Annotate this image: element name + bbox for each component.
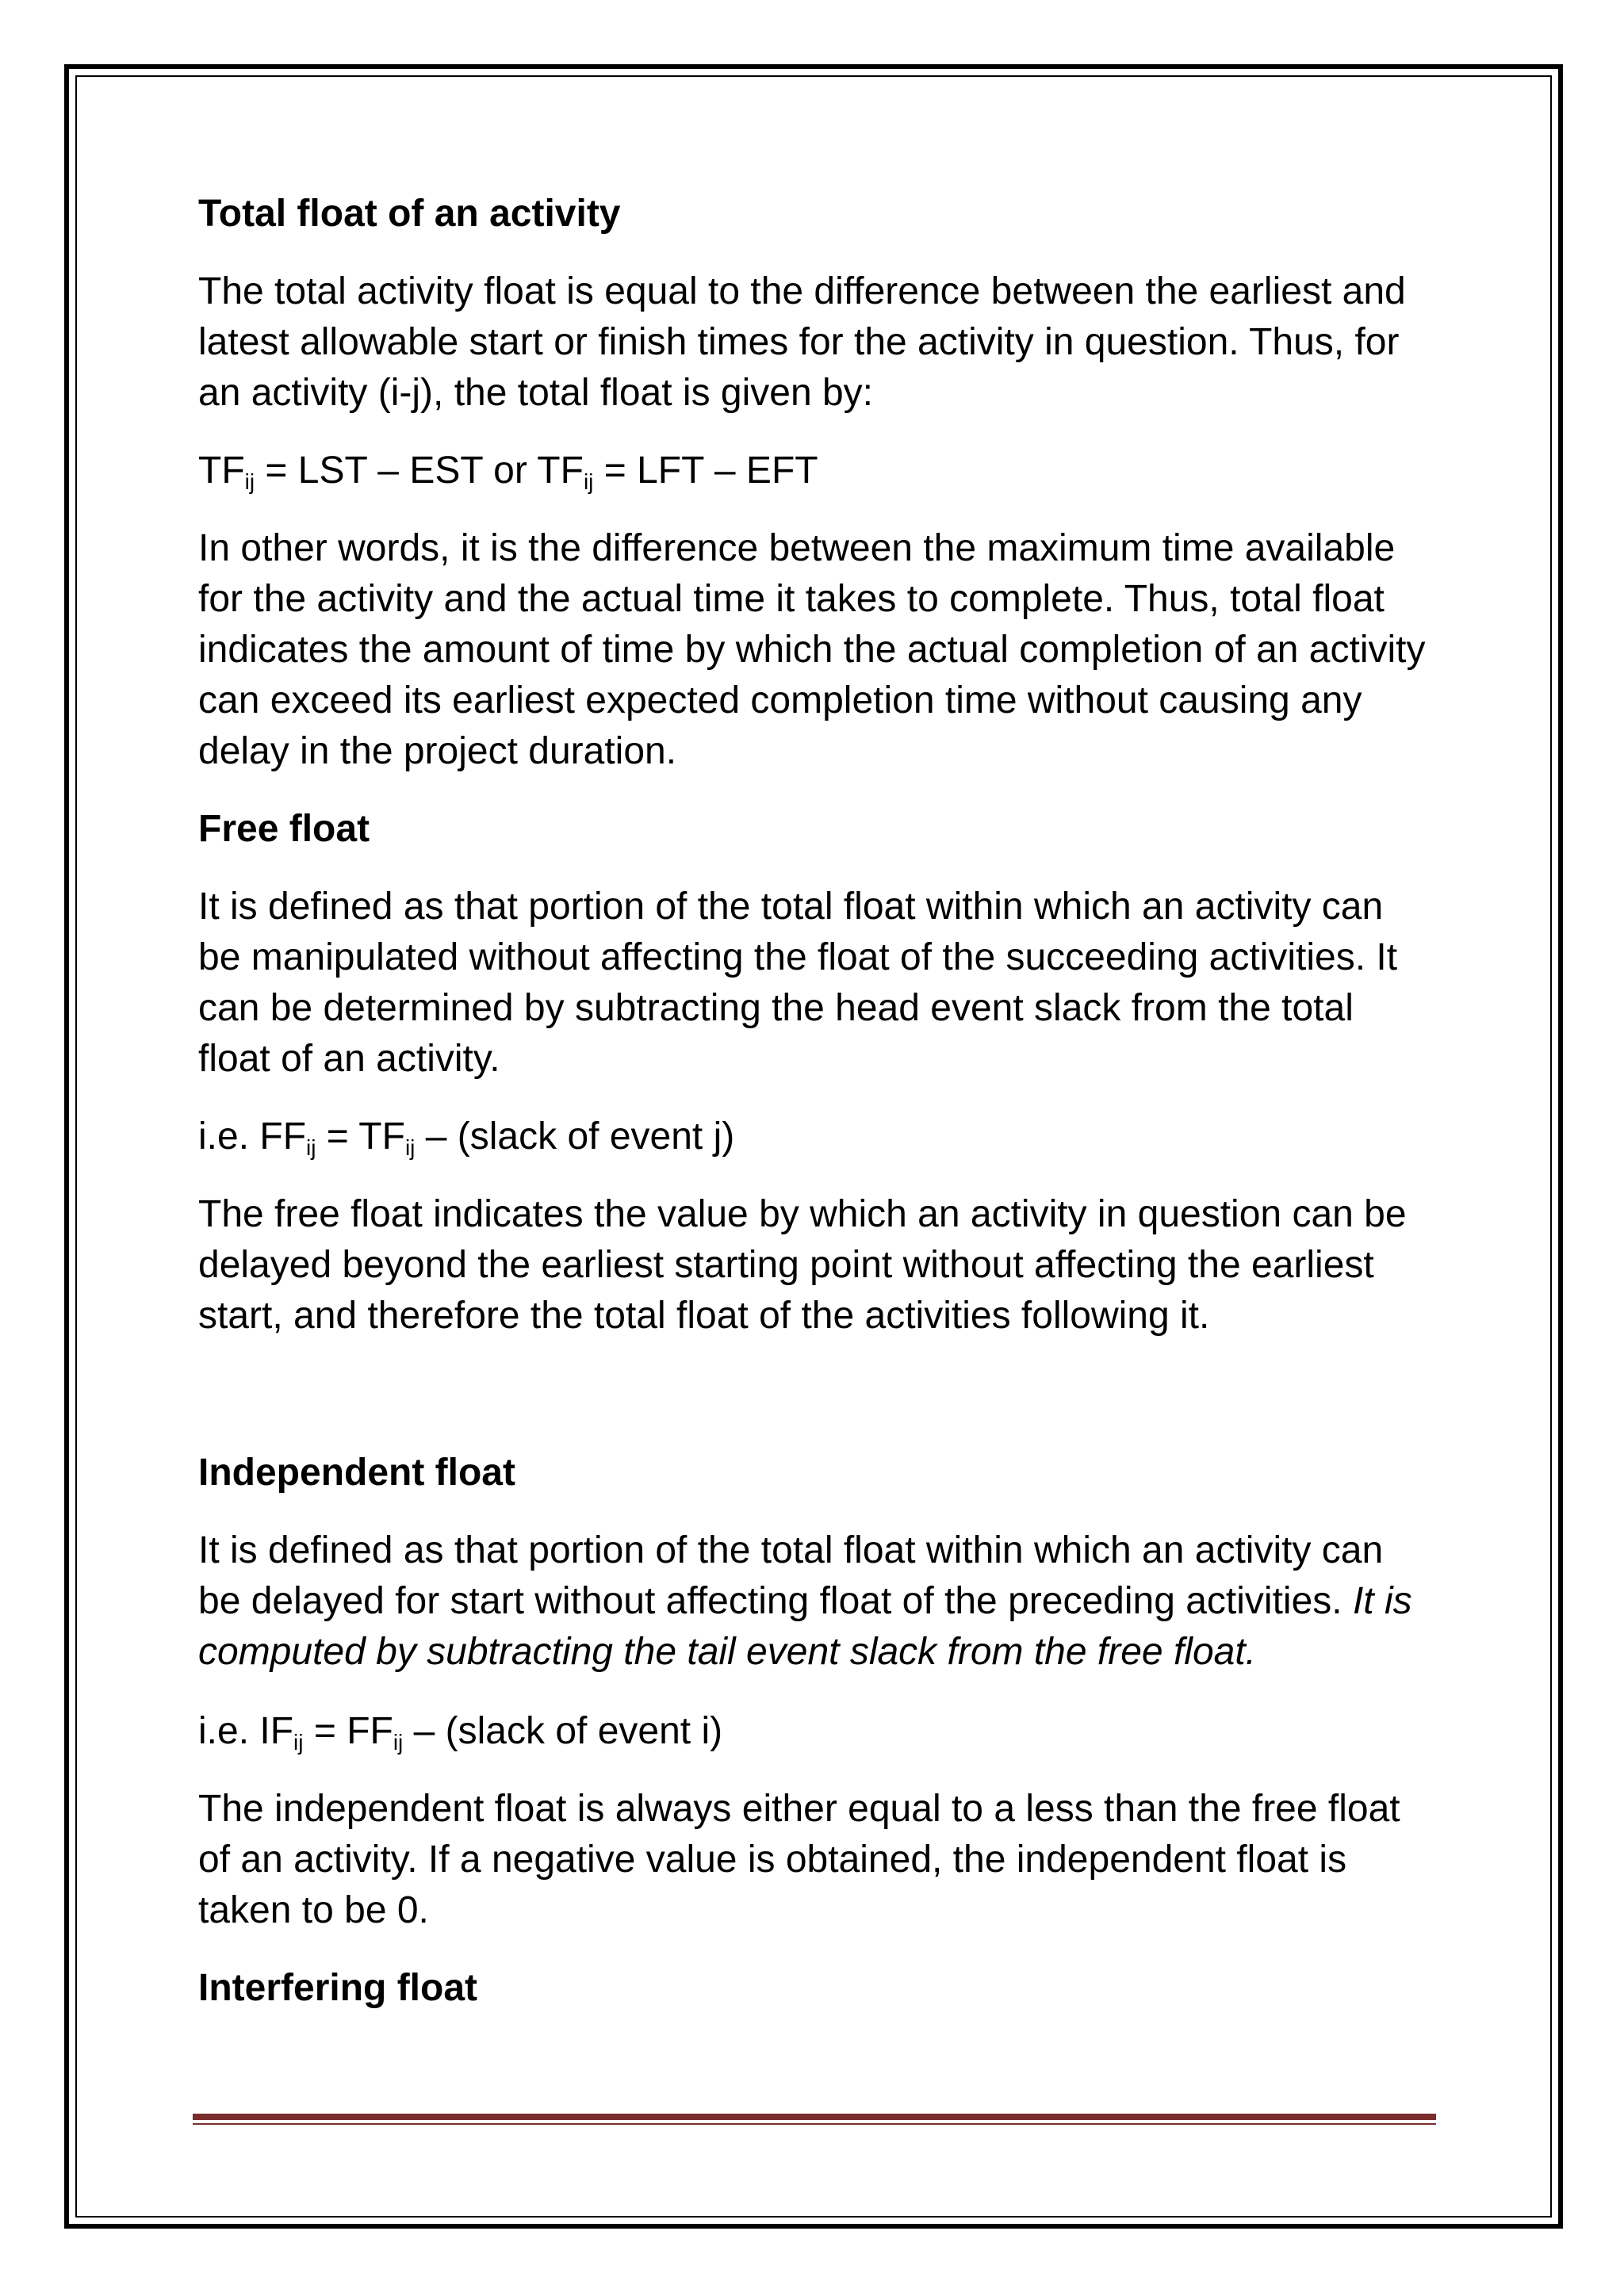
free-float-paragraph-2: The free float indicates the value by which an activity in question can be delayed beyond the earliest starting point without affecting the earliest start, and therefore the total float of the activities following it. [198, 1193, 1407, 1337]
formula-text: = LFT – EFT [593, 450, 818, 492]
formula-text: = FF [303, 1710, 393, 1752]
independent-float-paragraph-1 [198, 1525, 1435, 1678]
formula-text: – (slack of event i) [403, 1710, 723, 1752]
footer-divider-thin [193, 2123, 1436, 2125]
formula-text: TF [198, 450, 245, 492]
footer-divider [193, 2114, 1436, 2120]
independent-float-text: It is defined as that portion of the total float within which an activity can be delayed for start without affecting float of the preceding activities. [198, 1529, 1384, 1622]
formula-text: – (slack of event j) [415, 1115, 735, 1158]
total-float-formula [198, 446, 1435, 496]
independent-float-paragraph-2: The independent float is always either equal to a less than the free float of an activity. If a negative value is obtained, the independent float is taken to be 0. [198, 1788, 1400, 1931]
formula-text: i.e. IF [198, 1710, 294, 1752]
independent-float-italic-text: It is computed by subtracting the tail event slack from the free float. [198, 1580, 1412, 1673]
free-float-formula [198, 1112, 1435, 1162]
formula-text: i.e. FF [198, 1115, 307, 1158]
total-float-paragraph-2: In other words, it is the difference between the maximum time available for the activity and the actual time it takes to complete. Thus, total float indicates the amount of time by which the actual completion of an activity can exceed its earliest expected completion time without causing any delay in the project duration. [198, 527, 1426, 772]
independent-float-formula [198, 1706, 1435, 1757]
heading-independent-float: Independent float [198, 1452, 515, 1494]
formula-text: = TF [316, 1115, 405, 1158]
formula-subscript: ij [583, 469, 594, 494]
formula-subscript: ij [404, 1135, 416, 1160]
formula-subscript: ij [293, 1730, 304, 1755]
heading-total-float: Total float of an activity [198, 193, 621, 235]
formula-subscript: ij [244, 469, 255, 494]
heading-free-float: Free float [198, 808, 370, 850]
formula-subscript: ij [393, 1730, 404, 1755]
formula-text: = LST – EST or TF [255, 450, 584, 492]
heading-interfering-float: Interfering float [198, 1967, 478, 2009]
free-float-paragraph-1: It is defined as that portion of the total float within which an activity can be manipulated without affecting the float of the succeeding activities. It can be determined by subtracting the head event slack from the total float of an activity. [198, 886, 1398, 1080]
formula-subscript: ij [306, 1135, 316, 1160]
total-float-paragraph-1: The total activity float is equal to the difference between the earliest and latest allowable start or finish times for the activity in question. Thus, for an activity (i-j), the total float is given by: [198, 270, 1406, 414]
